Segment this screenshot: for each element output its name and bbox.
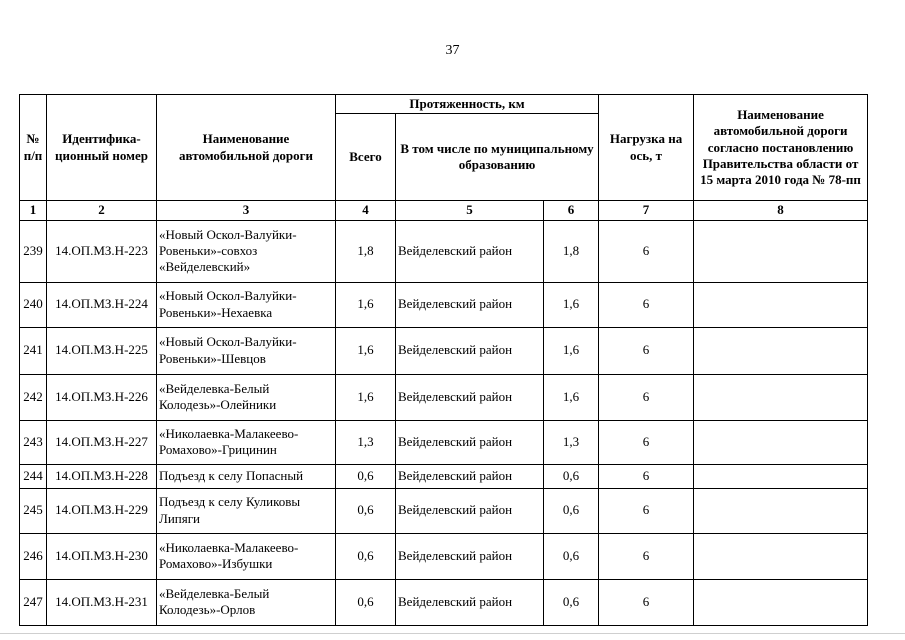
row-id: 14.ОП.МЗ.Н-229 [47,488,157,533]
row-district: Вейделевский район [396,579,544,625]
row-district-km: 1,6 [544,282,599,327]
header-id: Идентифика-ционный номер [47,95,157,201]
table-row [20,488,868,533]
row-district: Вейделевский район [396,374,544,420]
row-district-km: 1,3 [544,420,599,464]
column-number: 4 [336,201,396,220]
header-road-name: Наименование автомобильной дороги [157,95,336,201]
column-number: 1 [20,201,47,220]
row-total: 1,3 [336,420,396,464]
row-id: 14.ОП.МЗ.Н-223 [47,220,157,282]
row-district-km: 1,6 [544,374,599,420]
row-num: 246 [20,533,47,579]
table-row [20,533,868,579]
row-axle-load: 6 [599,327,694,374]
row-decree-name [694,533,868,579]
table-row [20,220,868,282]
header-num: № п/п [20,95,47,201]
header-length: Протяженность, км [336,95,599,114]
table-row [20,579,868,625]
row-district-km: 0,6 [544,579,599,625]
header-decree-name: Наименование автомобильной дороги согласно постановлению Правительства области от 15 марта 2010 года № 78-пп [694,95,868,201]
row-num: 239 [20,220,47,282]
row-district-km: 0,6 [544,533,599,579]
table-row [20,282,868,327]
table-row [20,420,868,464]
row-decree-name [694,220,868,282]
row-district: Вейделевский район [396,327,544,374]
row-axle-load: 6 [599,374,694,420]
row-district-km: 1,8 [544,220,599,282]
column-number: 7 [599,201,694,220]
column-number: 3 [157,201,336,220]
column-number: 6 [544,201,599,220]
row-district: Вейделевский район [396,533,544,579]
row-district: Вейделевский район [396,488,544,533]
row-id: 14.ОП.МЗ.Н-224 [47,282,157,327]
row-road-name: «Новый Оскол-Валуйки-Ровеньки»-Нехаевка [157,282,336,327]
row-axle-load: 6 [599,579,694,625]
row-decree-name [694,374,868,420]
row-decree-name [694,420,868,464]
row-num: 241 [20,327,47,374]
row-district: Вейделевский район [396,464,544,488]
row-road-name: «Новый Оскол-Валуйки-Ровеньки»-совхоз «Вейделевский» [157,220,336,282]
row-decree-name [694,488,868,533]
row-district-km: 1,6 [544,327,599,374]
row-district: Вейделевский район [396,420,544,464]
column-number: 5 [396,201,544,220]
row-total: 0,6 [336,488,396,533]
row-id: 14.ОП.МЗ.Н-227 [47,420,157,464]
row-num: 243 [20,420,47,464]
row-id: 14.ОП.МЗ.Н-231 [47,579,157,625]
roads-table [19,94,868,626]
column-number: 2 [47,201,157,220]
row-num: 240 [20,282,47,327]
row-road-name: «Вейделевка-Белый Колодезь»-Орлов [157,579,336,625]
row-num: 242 [20,374,47,420]
row-total: 1,6 [336,282,396,327]
row-axle-load: 6 [599,488,694,533]
table-row [20,327,868,374]
table-row [20,374,868,420]
row-axle-load: 6 [599,464,694,488]
column-number: 8 [694,201,868,220]
row-decree-name [694,327,868,374]
row-axle-load: 6 [599,220,694,282]
page-number: 37 [445,43,460,58]
row-total: 0,6 [336,464,396,488]
row-decree-name [694,282,868,327]
scan-edge-divider [0,633,905,634]
row-total: 0,6 [336,579,396,625]
row-total: 0,6 [336,533,396,579]
row-total: 1,6 [336,327,396,374]
column-numbers-row [20,201,868,220]
row-id: 14.ОП.МЗ.Н-225 [47,327,157,374]
row-total: 1,8 [336,220,396,282]
row-num: 244 [20,464,47,488]
row-num: 247 [20,579,47,625]
row-axle-load: 6 [599,420,694,464]
row-district: Вейделевский район [396,282,544,327]
header-including: В том числе по муниципальному образованию [396,114,599,201]
header-total: Всего [336,114,396,201]
row-decree-name [694,464,868,488]
row-district: Вейделевский район [396,220,544,282]
header-axle-load: Нагрузка на ось, т [599,95,694,201]
row-num: 245 [20,488,47,533]
row-id: 14.ОП.МЗ.Н-226 [47,374,157,420]
row-road-name: «Новый Оскол-Валуйки-Ровеньки»-Шевцов [157,327,336,374]
row-axle-load: 6 [599,533,694,579]
row-road-name: «Николаевка-Малакеево-Ромахово»-Грицинин [157,420,336,464]
table-row [20,464,868,488]
row-road-name: Подъезд к селу Куликовы Липяги [157,488,336,533]
header-row-1 [20,95,868,114]
row-total: 1,6 [336,374,396,420]
row-district-km: 0,6 [544,488,599,533]
row-id: 14.ОП.МЗ.Н-228 [47,464,157,488]
row-id: 14.ОП.МЗ.Н-230 [47,533,157,579]
row-district-km: 0,6 [544,464,599,488]
row-road-name: «Вейделевка-Белый Колодезь»-Олейники [157,374,336,420]
row-axle-load: 6 [599,282,694,327]
row-decree-name [694,579,868,625]
row-road-name: «Николаевка-Малакеево-Ромахово»-Избушки [157,533,336,579]
row-road-name: Подъезд к селу Попасный [157,464,336,488]
